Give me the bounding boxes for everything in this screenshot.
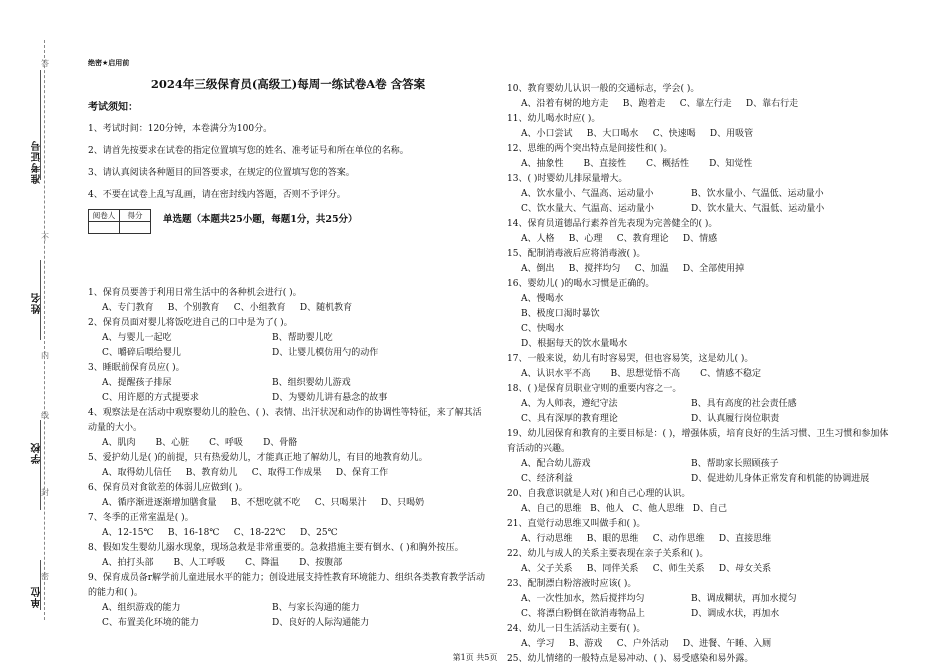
question-text: 4、观察法是在活动中观察婴幼儿的脸色、( )、表情、出汗状况和动作的协调性等特征，来了解其活动量的大小。 (88, 408, 482, 433)
answer-option[interactable]: A、12-15℃ B、16-18℃ C、18-22℃ D、25℃ (102, 528, 338, 538)
question-options (507, 127, 897, 142)
question-options (507, 397, 897, 427)
answer-option[interactable]: A、自己的思维 B、他人 C、他人思维 D、自己 (521, 504, 727, 514)
answer-option[interactable]: A、专门教育 B、个别教育 C、小组教育 D、随机教育 (102, 303, 353, 313)
question-text: 24、幼儿一日生活活动主要有( )。 (507, 624, 646, 634)
question-item (88, 406, 488, 451)
answer-option[interactable]: A、人格 B、心理 C、教育理论 D、情感 (521, 234, 718, 244)
notice-list (88, 121, 488, 200)
binding-label-0: 准考证号 (32, 140, 43, 184)
question-item (507, 82, 897, 112)
question-item (88, 316, 488, 361)
answer-option[interactable]: A、组织游戏的能力 (102, 603, 181, 613)
question-item (507, 277, 897, 352)
question-text: 19、幼儿园保育和教育的主要目标是：( )，增强体质，培育良好的生活习惯、卫生习惯和参加体育活动的兴趣。 (507, 429, 889, 454)
seal-mark-5: 密 (41, 572, 49, 581)
answer-option[interactable]: A、为人师表，遵纪守法 (521, 399, 618, 409)
seal-mark-2: 内 (41, 351, 49, 360)
answer-option[interactable]: A、父子关系 B、同伴关系 C、师生关系 D、母女关系 (521, 564, 772, 574)
question-text: 2、保育员面对婴儿将饭吃进自己的口中是为了( )。 (88, 318, 293, 328)
answer-option[interactable]: A、配合幼儿游戏 (521, 459, 591, 469)
question-text: 1、保育员要善于利用日常生活中的各种机会进行( )。 (88, 288, 302, 298)
question-text: 14、保育员道德品行素养首先表现为完善健全的( )。 (507, 219, 718, 229)
question-text: 6、保育员对食欲差的体弱儿应做到( )。 (88, 483, 248, 493)
section-title: 单选题（本题共25小题，每题1分，共25分） (163, 214, 358, 225)
question-options (507, 187, 897, 217)
answer-option[interactable]: C、饮水量大、气温高、运动量小 (521, 204, 654, 214)
question-item (507, 217, 897, 247)
question-text: 20、自我意识就是人对( )和自己心理的认识。 (507, 489, 691, 499)
answer-option[interactable]: A、倒出 B、搅拌均匀 C、加温 D、全部使用掉 (521, 264, 745, 274)
seal-mark-3: 线 (41, 411, 49, 420)
question-options (88, 556, 488, 571)
question-item (507, 112, 897, 142)
left-question-list (88, 286, 488, 631)
question-text: 25、幼儿情绪的一般特点是易冲动、( )、易受感染和易外露。 (507, 654, 754, 664)
answer-option[interactable]: D、让婴儿模仿用勺的动作 (272, 348, 379, 358)
question-options (507, 262, 897, 277)
score-table-grader-cell[interactable] (89, 222, 120, 234)
answer-option[interactable]: D、认真履行岗位职责 (691, 414, 780, 424)
answer-option[interactable]: A、认识水平不高 B、思想觉悟不高 C、情感不稳定 (521, 369, 762, 379)
question-text: 7、冬季的正常室温是( )。 (88, 513, 194, 523)
answer-option[interactable]: D、良好的人际沟通能力 (272, 618, 370, 628)
question-text: 23、配制漂白粉溶液时应该( )。 (507, 579, 637, 589)
answer-option[interactable]: A、饮水量小、气温高、运动量小 (521, 189, 654, 199)
answer-option[interactable]: A、与婴儿一起吃 (102, 333, 172, 343)
question-text: 5、爱护幼儿是( )的前提，只有热爱幼儿，才能真正地了解幼儿，有目的地教育幼儿。 (88, 453, 428, 463)
question-options (88, 496, 488, 511)
answer-option[interactable]: C、快喝水 (521, 324, 564, 334)
question-options (88, 436, 488, 451)
question-text: 18、( )是保育员职业守则的重要内容之一。 (507, 384, 682, 394)
page-title: 2024年三级保育员(高级工)每周一练试卷A卷 含答案 (150, 77, 426, 91)
seal-mark-0: 答 (41, 59, 49, 68)
question-item (88, 571, 488, 631)
question-text: 3、睡眠前保育员应( )。 (88, 363, 185, 373)
answer-option[interactable]: C、用许愿的方式提要求 (102, 393, 199, 403)
question-item (507, 142, 897, 172)
question-item (88, 541, 488, 571)
score-table-score-cell[interactable] (120, 222, 151, 234)
answer-option[interactable]: D、为婴幼儿讲有悬念的故事 (272, 393, 388, 403)
question-item (507, 247, 897, 277)
answer-option[interactable]: B、组织婴幼儿游戏 (272, 378, 351, 388)
question-text: 15、配制消毒液后应将消毒液( )。 (507, 249, 646, 259)
question-options (88, 331, 488, 361)
exam-number-field-line[interactable] (40, 70, 42, 180)
question-options (507, 562, 897, 577)
answer-option[interactable]: A、沿着有树的地方走 B、跑着走 C、靠左行走 D、靠右行走 (521, 99, 799, 109)
question-options (507, 97, 897, 112)
notice-item: 4、不要在试卷上乱写乱画，请在密封线内答题，否则不予评分。 (88, 190, 346, 200)
question-item (507, 577, 897, 622)
question-text: 9、保育成员备r解学前儿童进展水平的能力；创设进展支持性教育环境能力、组织各类教育教学活动的能力和( )。 (88, 573, 486, 598)
answer-option[interactable]: B、极度口渴时暴饮 (521, 309, 600, 319)
answer-option[interactable]: D、调成水状，再加水 (691, 609, 780, 619)
notice-heading: 考试须知： (88, 102, 138, 113)
school-field-line[interactable] (40, 420, 42, 510)
notice-item: 3、请认真阅读各种题目的回答要求，在规定的位置填写您的答案。 (88, 168, 355, 178)
question-text: 10、教育婴幼儿认识一般的交通标志，学会( )。 (507, 84, 700, 94)
seal-mark-1: 不 (41, 233, 49, 242)
answer-option[interactable]: A、学习 B、游戏 C、户外活动 D、进餐、午睡、入厕 (521, 639, 772, 649)
question-options (507, 637, 897, 652)
answer-option[interactable]: A、提醒孩子排尿 (102, 378, 172, 388)
question-options (88, 466, 488, 481)
answer-option[interactable]: C、布置美化环境的能力 (102, 618, 199, 628)
unit-field-line[interactable] (40, 560, 42, 610)
question-options (507, 457, 897, 487)
right-column (507, 82, 897, 667)
answer-option[interactable]: A、抽象性 B、直接性 C、概括性 D、知觉性 (521, 159, 753, 169)
question-text: 22、幼儿与成人的关系主要表现在亲子关系和( )。 (507, 549, 709, 559)
right-question-list (507, 82, 897, 667)
answer-option[interactable]: D、促进幼儿身体正常发育和机能的协调进展 (691, 474, 870, 484)
answer-option[interactable]: B、具有高度的社会责任感 (691, 399, 797, 409)
answer-option[interactable]: A、行动思维 B、眼的思维 C、动作思维 D、直接思维 (521, 534, 772, 544)
answer-option[interactable]: A、拍打头部 B、人工呼吸 C、降温 D、按腹部 (102, 558, 343, 568)
answer-option[interactable]: C、具有深厚的教育理论 (521, 414, 618, 424)
seal-mark-4: 封 (41, 488, 49, 497)
answer-option[interactable]: D、根据每天的饮水量喝水 (521, 339, 628, 349)
question-item (507, 382, 897, 427)
answer-option[interactable]: B、帮助家长照顾孩子 (691, 459, 779, 469)
score-table-score-label: 得分 (120, 210, 151, 222)
question-options (88, 376, 488, 406)
question-item (507, 547, 897, 577)
secret-label: 绝密★启用前 (88, 59, 130, 67)
binding-margin (0, 0, 78, 671)
question-item (507, 427, 897, 487)
binding-label-1: 姓名 (32, 292, 43, 314)
answer-option[interactable]: B、调成糊状，再加水搅匀 (691, 594, 797, 604)
question-options (507, 157, 897, 172)
left-column (88, 58, 488, 631)
answer-option[interactable]: B、帮助婴儿吃 (272, 333, 333, 343)
answer-option[interactable]: C、经济利益 (521, 474, 573, 484)
notice-item: 1、考试时间：120分钟，本卷满分为100分。 (88, 124, 273, 134)
question-item (88, 361, 488, 406)
answer-option[interactable]: A、小口尝试 B、大口喝水 C、快速喝 D、用吸管 (521, 129, 754, 139)
page-footer: 第1页 共5页 (452, 653, 498, 662)
question-options (507, 367, 897, 382)
question-item (507, 172, 897, 217)
question-text: 13、( )时婴幼儿排尿量增大。 (507, 174, 628, 184)
score-table (88, 209, 151, 234)
question-options (88, 601, 488, 631)
answer-option[interactable]: A、慢喝水 (521, 294, 564, 304)
answer-option[interactable]: B、与家长沟通的能力 (272, 603, 360, 613)
seal-line (44, 40, 45, 620)
question-text: 8、假如发生婴幼儿溺水现象，现场急救是非常重要的。急救措施主要有倒水、( )和胸外按压。 (88, 543, 464, 553)
answer-option[interactable]: C、嚼碎后喂给婴儿 (102, 348, 181, 358)
question-text: 12、思维的两个突出特点是间接性和( )。 (507, 144, 673, 154)
question-item (507, 517, 897, 547)
notice-item: 2、请首先按要求在试卷的指定位置填写您的姓名、准考证号和所在单位的名称。 (88, 146, 409, 156)
question-text: 21、直觉行动思维又叫做手和( )。 (507, 519, 646, 529)
answer-option[interactable]: A、循序渐进逐渐增加膳食量 B、不想吃就不吃 C、只喝果汁 D、只喝奶 (102, 498, 425, 508)
question-item (88, 481, 488, 511)
answer-option[interactable]: D、饮水量大、气温低、运动量小 (691, 204, 825, 214)
answer-option[interactable]: A、肌肉 B、心脏 C、呼吸 D、骨骼 (102, 438, 298, 448)
question-text: 11、幼儿喝水时应( )。 (507, 114, 601, 124)
question-options (507, 592, 897, 622)
binding-label-3: 单位 (32, 586, 43, 608)
question-options (507, 292, 897, 352)
question-options (507, 532, 897, 547)
answer-option[interactable]: A、取得幼儿信任 B、教育幼儿 C、取得工作成果 D、保育工作 (102, 468, 389, 478)
answer-option[interactable]: A、一次性加水，然后搅拌均匀 (521, 594, 645, 604)
score-table-grader-label: 阅卷人 (89, 210, 120, 222)
question-text: 16、婴幼儿( )的喝水习惯是正确的。 (507, 279, 655, 289)
binding-label-2: 学校 (32, 442, 43, 464)
question-options (88, 301, 488, 316)
question-options (88, 526, 488, 541)
answer-option[interactable]: B、饮水量小、气温低、运动量小 (691, 189, 824, 199)
question-item (88, 451, 488, 481)
question-item (88, 511, 488, 541)
question-options (507, 502, 897, 517)
name-field-line[interactable] (40, 260, 42, 340)
question-options (507, 232, 897, 247)
question-item (88, 286, 488, 316)
question-item (507, 622, 897, 652)
question-item (507, 352, 897, 382)
question-text: 17、一般来说，幼儿有时容易哭，但也容易笑，这是幼儿( )。 (507, 354, 754, 364)
question-item (507, 487, 897, 517)
answer-option[interactable]: C、将漂白粉倒在欲消毒物品上 (521, 609, 645, 619)
